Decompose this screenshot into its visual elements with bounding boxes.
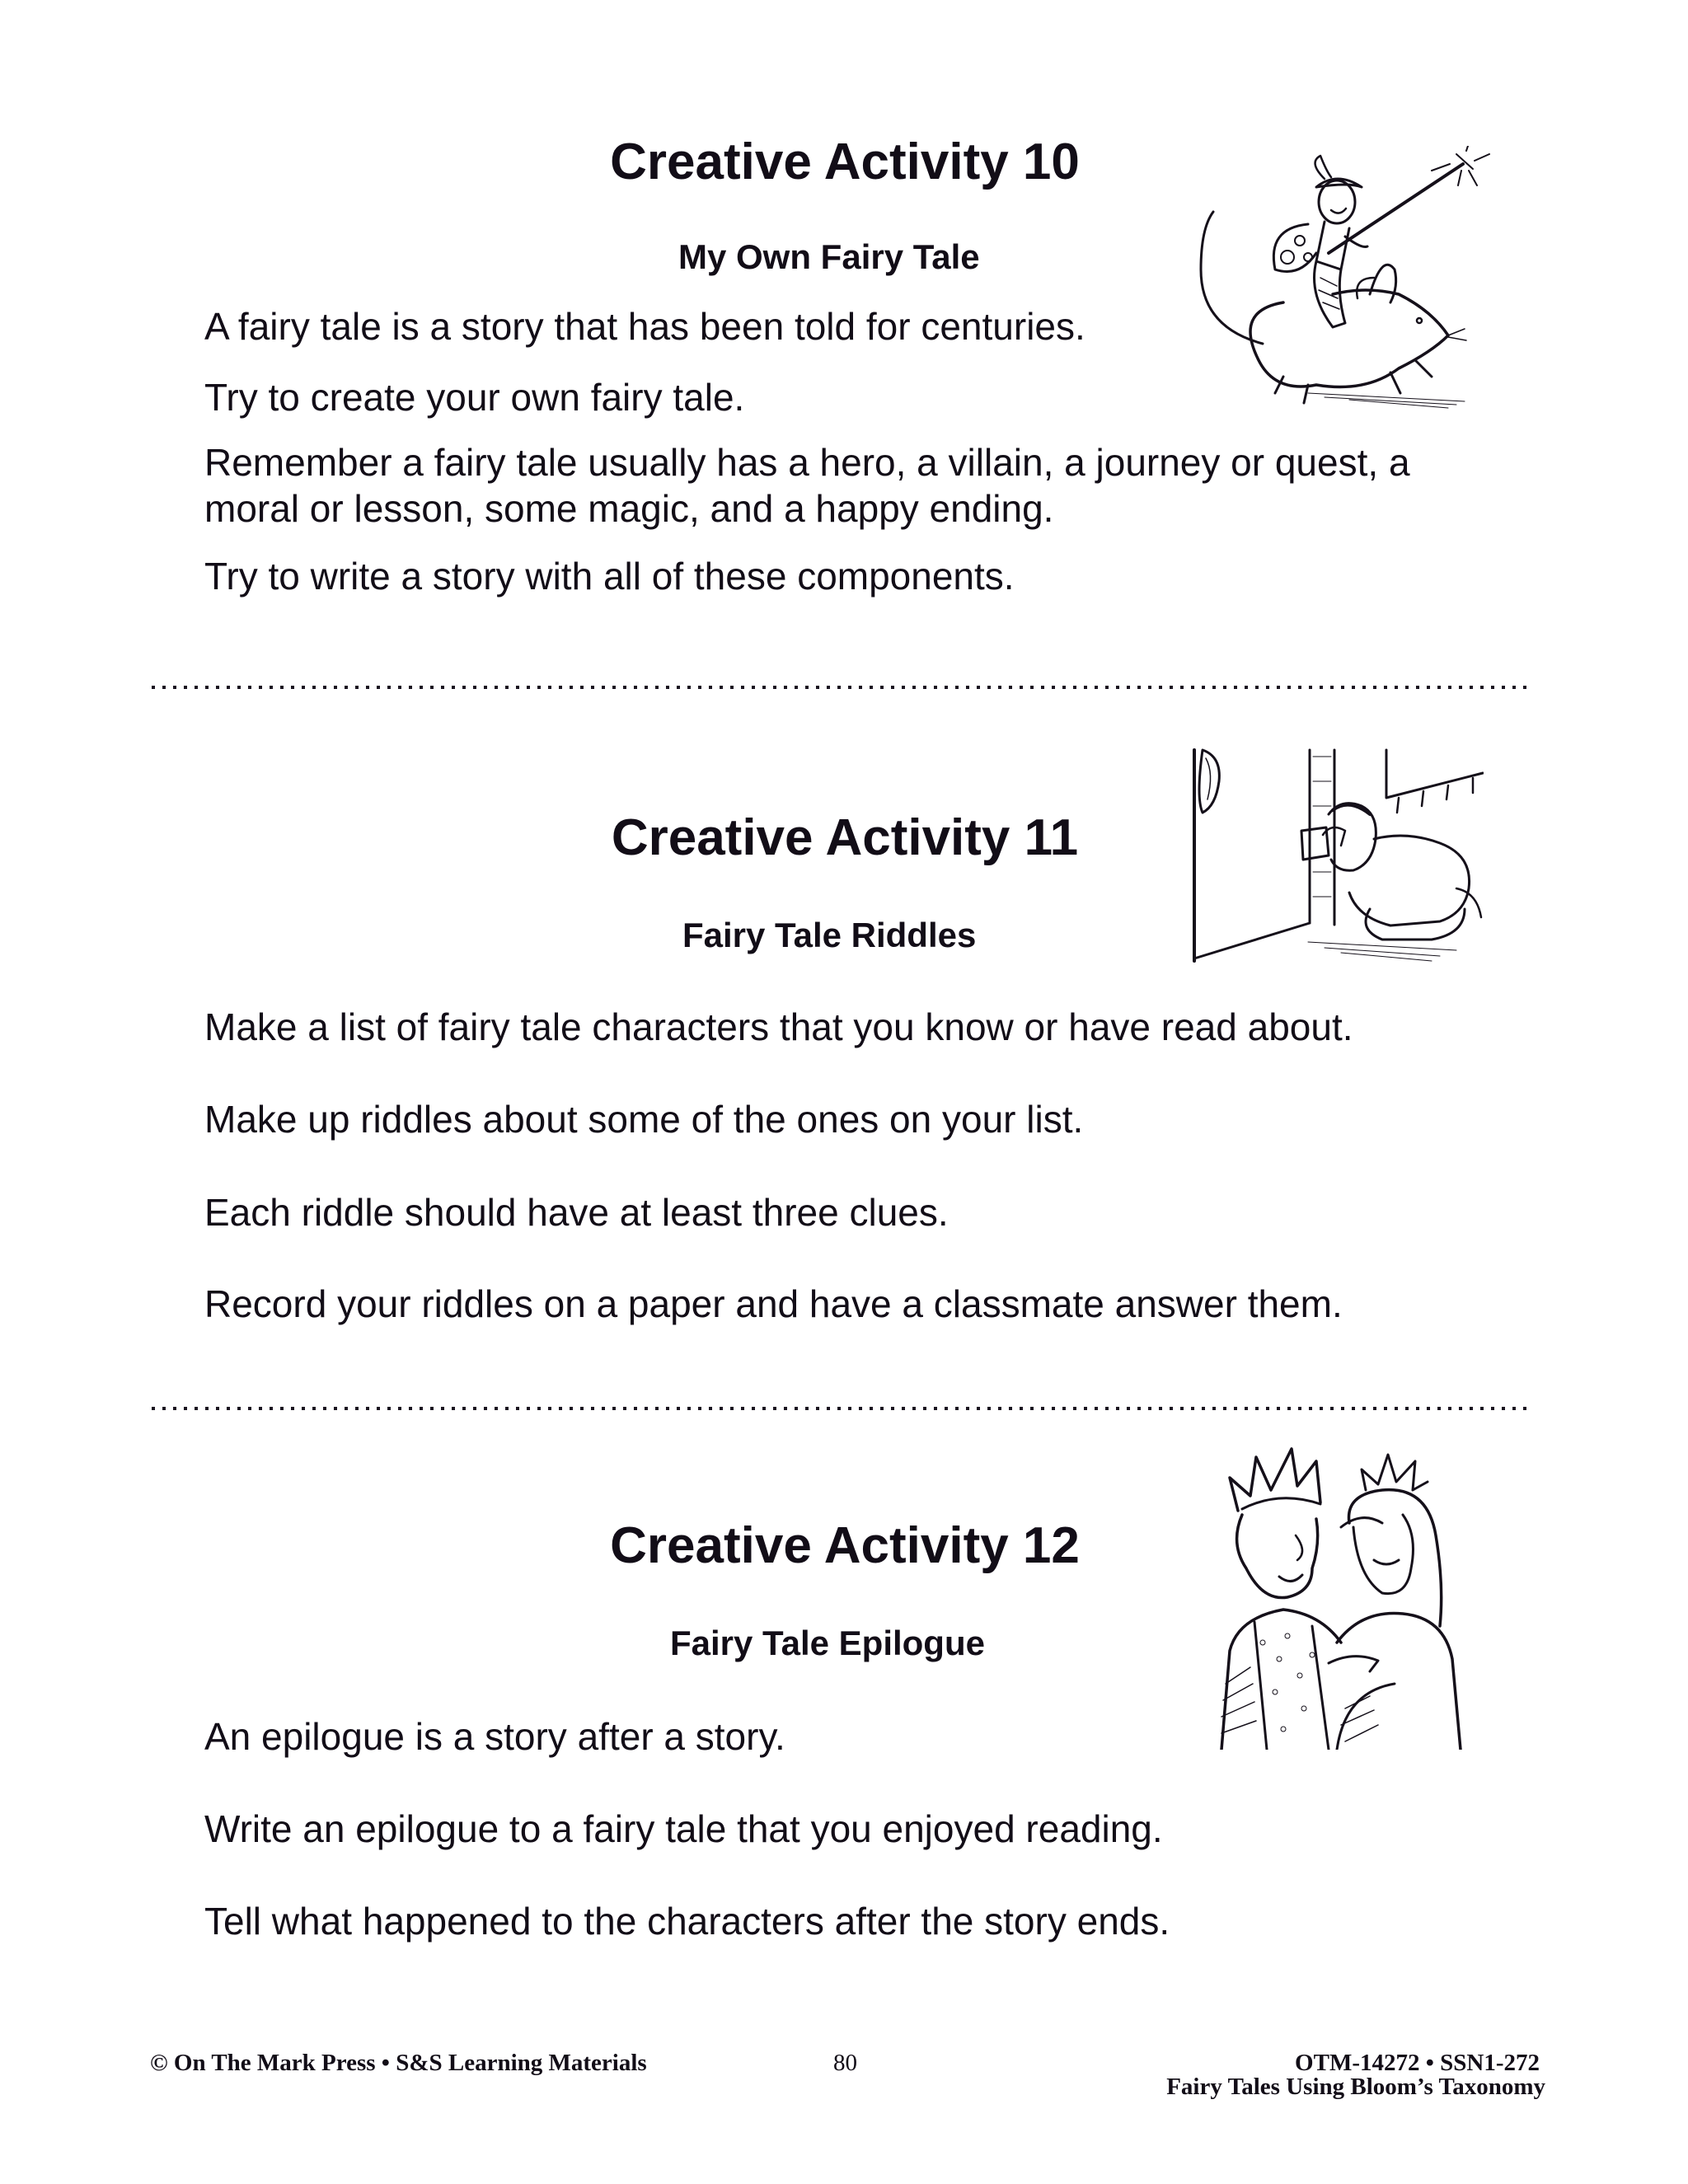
book-title: Fairy Tales Using Bloom’s Taxonomy bbox=[1166, 2074, 1545, 2100]
paragraph: Each riddle should have at least three clues. bbox=[204, 1191, 949, 1234]
king-and-queen-icon bbox=[1205, 1445, 1470, 1750]
section-subtitle: Fairy Tale Riddles bbox=[682, 916, 977, 954]
paragraph: Record your riddles on a paper and have a classmate answer them. bbox=[204, 1282, 1343, 1325]
child-listening-icon bbox=[1193, 748, 1484, 963]
paragraph: Try to create your own fairy tale. bbox=[204, 376, 745, 419]
fairy-riding-mouse-icon bbox=[1184, 146, 1498, 410]
paragraph-line: Remember a fairy tale usually has a hero, a villain, a journey or quest, a bbox=[204, 441, 1410, 484]
paragraph: Make up riddles about some of the ones on your list. bbox=[204, 1098, 1084, 1141]
page-number: 80 bbox=[833, 2050, 857, 2076]
dotted-divider bbox=[152, 1407, 1531, 1410]
paragraph: Write an epilogue to a fairy tale that you enjoyed reading. bbox=[204, 1807, 1163, 1850]
section-title-text: Creative Activity 10 bbox=[610, 134, 1080, 190]
fairy-riding-mouse-illustration bbox=[1184, 146, 1498, 410]
dotted-divider bbox=[152, 686, 1531, 689]
king-and-queen-illustration bbox=[1205, 1445, 1470, 1750]
paragraph: Make a list of fairy tale characters that you know or have read about. bbox=[204, 1005, 1353, 1048]
paragraph-line: moral or lesson, some magic, and a happy ending. bbox=[204, 487, 1054, 530]
section-subtitle: My Own Fairy Tale bbox=[678, 237, 980, 276]
child-listening-at-wall-illustration bbox=[1193, 748, 1484, 963]
copyright-notice: © On The Mark Press • S&S Learning Materials bbox=[150, 2050, 647, 2076]
section-title-text: Creative Activity 11 bbox=[611, 809, 1079, 866]
section-title-text: Creative Activity 12 bbox=[610, 1517, 1080, 1574]
section-subtitle: Fairy Tale Epilogue bbox=[670, 1624, 985, 1662]
product-code: OTM-14272 • SSN1-272 bbox=[1295, 2050, 1540, 2076]
paragraph: Try to write a story with all of these components. bbox=[204, 555, 1015, 598]
paragraph: An epilogue is a story after a story. bbox=[204, 1715, 785, 1758]
paragraph: A fairy tale is a story that has been told for centuries. bbox=[204, 305, 1085, 348]
paragraph: Tell what happened to the characters after the story ends. bbox=[204, 1900, 1170, 1943]
